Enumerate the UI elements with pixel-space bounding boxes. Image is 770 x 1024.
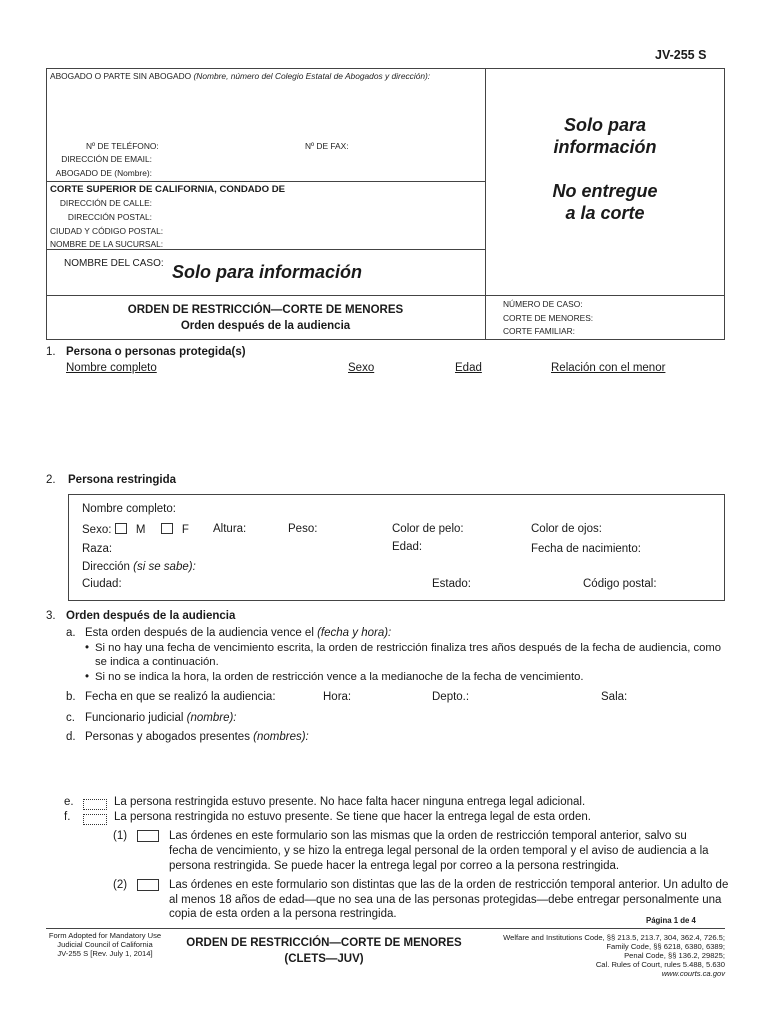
bullet-1-line1: Si no hay una fecha de vencimiento escrita, la orden de restricción finaliza tres años después de la fecha de audiencia, como	[95, 642, 722, 654]
sex-f-checkbox[interactable]	[161, 523, 173, 534]
page-number: Página 1 de 4	[646, 916, 696, 925]
col-relation: Relación con el menor	[551, 362, 666, 374]
rp-hair-label: Color de pelo:	[392, 523, 464, 535]
sex-f-label: F	[181, 524, 189, 536]
city-zip-label: CIUDAD Y CÓDIGO POSTAL:	[50, 226, 164, 236]
info-only-line1: Solo para	[563, 115, 647, 135]
item-f2-line3: copia de esta orden a la persona restringida.	[169, 908, 397, 920]
juvenile-case-label: CORTE DE MENORES:	[503, 313, 594, 323]
item-b-text: Fecha en que se realizó la audiencia:	[85, 691, 276, 703]
col-full-name: Nombre completo	[66, 362, 157, 374]
form-adoption	[46, 931, 164, 958]
item-f1-line2: fecha de vencimiento, y se hizo la entrega legal personal de la orden temporal y el aviso de audiencia a la	[169, 845, 709, 857]
do-not-file-notice	[485, 180, 725, 224]
item-d-text: Personas y abogados presentes (nombres):	[85, 731, 309, 743]
courts-website-link[interactable]: www.courts.ca.gov	[661, 969, 725, 978]
citation-line1: Welfare and Institutions Code, §§ 213.5, 213.7, 304, 362.4, 726.5;	[503, 933, 725, 942]
item-e-text: La persona restringida estuvo presente. No hace falta hacer ninguna entrega legal adicional.	[114, 796, 586, 808]
rp-full-name-label: Nombre completo:	[82, 503, 176, 515]
item-c-text: Funcionario judicial (nombre):	[85, 712, 237, 724]
item-b-label: b.	[66, 691, 76, 703]
rp-state-label: Estado:	[432, 578, 471, 590]
adopted-line3: JV-255 S [Rev. July 1, 2014]	[57, 949, 153, 958]
section3-number: 3.	[46, 610, 56, 622]
phone-label: Nº DE TELÉFONO:	[86, 141, 159, 151]
footer-title	[164, 935, 484, 967]
adopted-line2: Judicial Council of California	[57, 940, 153, 949]
bullet-2: •	[85, 671, 90, 683]
item-f1-label: (1)	[113, 830, 128, 842]
email-label: DIRECCIÓN DE EMAIL:	[61, 154, 152, 164]
rp-race-label: Raza:	[82, 543, 113, 555]
do-not-file-line2: a la corte	[565, 203, 645, 223]
citation-line4: Cal. Rules of Court, rules 5.488, 5.630	[595, 960, 725, 969]
sex-m-label: M	[135, 524, 146, 536]
rp-zip-label: Código postal:	[583, 578, 657, 590]
mailing-label: DIRECCIÓN POSTAL:	[67, 212, 152, 222]
rp-address-label: Dirección (si se sabe):	[82, 561, 196, 573]
hearing-dept-label: Depto.:	[432, 691, 470, 703]
item-f1-line1: Las órdenes en este formulario son las mismas que la orden de restricción temporal anterior, salvo su	[169, 830, 687, 842]
item-f2-line2: al menos 18 años de edad—que no sea una de las personas protegidas—debe entregar personalmente una	[169, 894, 722, 906]
hearing-time-label: Hora:	[323, 691, 352, 703]
item-f-label: f.	[64, 811, 71, 823]
footer-rule	[46, 928, 725, 929]
item-f-text: La persona restringida no estuvo presente. Se tiene que hacer la entrega legal de esta orden.	[114, 811, 591, 823]
rp-age-label: Edad:	[392, 541, 423, 553]
sex-m-checkbox[interactable]	[115, 523, 127, 534]
footer-title-line2: (CLETS—JUV)	[284, 953, 364, 965]
case-number-label: NÚMERO DE CASO:	[503, 299, 583, 309]
bullet-2-text: Si no se indica la hora, la orden de restricción vence a la medianoche de la fecha de vencimiento.	[95, 671, 584, 683]
item-f-checkbox[interactable]	[83, 812, 107, 830]
section2-number: 2.	[46, 474, 56, 486]
section3-title: Orden después de la audiencia	[66, 610, 236, 622]
item-f1-checkbox[interactable]	[137, 829, 159, 847]
citation-line3: Penal Code, §§ 136.2, 29825;	[624, 951, 725, 960]
attorney-label: ABOGADO O PARTE SIN ABOGADO (Nombre, número del Colegio Estatal de Abogados y dirección):	[50, 71, 431, 81]
section1-number: 1.	[46, 346, 56, 358]
section2-title: Persona restringida	[68, 474, 177, 486]
citation-line2: Family Code, §§ 6218, 6380, 6389;	[606, 942, 725, 951]
case-name-value: Solo para información	[172, 262, 363, 282]
street-label: DIRECCIÓN DE CALLE:	[59, 198, 152, 208]
adopted-line1: Form Adopted for Mandatory Use	[48, 931, 162, 940]
family-case-label: CORTE FAMILIAR:	[503, 326, 575, 336]
court-divider	[46, 181, 485, 182]
do-not-file-line1: No entregue	[552, 181, 658, 201]
section1-title: Persona o personas protegida(s)	[66, 346, 246, 358]
rp-weight-label: Peso:	[288, 523, 318, 535]
item-e-label: e.	[64, 796, 74, 808]
legal-citations	[484, 933, 725, 978]
court-label: CORTE SUPERIOR DE CALIFORNIA, CONDADO DE	[50, 184, 286, 195]
rp-sex-label: Sexo:	[82, 524, 112, 536]
case-name-label: NOMBRE DEL CASO:	[64, 258, 164, 269]
item-f2-line1: Las órdenes en este formulario son distintas que las de la orden de restricción temporal anterior. Un adulto de	[169, 879, 729, 891]
case-name-divider	[46, 249, 485, 250]
col-sex: Sexo	[348, 362, 375, 374]
item-a-text: Esta orden después de la audiencia vence el (fecha y hora):	[85, 627, 392, 639]
info-only-line2: información	[553, 137, 657, 157]
bullet-1-line2: se indica a continuación.	[95, 656, 219, 668]
hearing-room-label: Sala:	[601, 691, 628, 703]
footer-title-line1: ORDEN DE RESTRICCIÓN—CORTE DE MENORES	[186, 937, 462, 949]
rp-sex-row	[82, 523, 189, 536]
rp-city-label: Ciudad:	[82, 578, 122, 590]
info-only-notice	[485, 114, 725, 158]
attorney-for-label: ABOGADO DE (Nombre):	[55, 168, 152, 178]
branch-label: NOMBRE DE LA SUCURSAL:	[50, 239, 164, 249]
item-c-label: c.	[66, 712, 75, 724]
rp-height-label: Altura:	[213, 523, 247, 535]
col-age: Edad	[455, 362, 482, 374]
rp-eyes-label: Color de ojos:	[531, 523, 602, 535]
fax-label: Nº DE FAX:	[305, 141, 349, 151]
form-title: ORDEN DE RESTRICCIÓN—CORTE DE MENORES	[127, 304, 404, 316]
item-f2-label: (2)	[113, 879, 128, 891]
rp-dob-label: Fecha de nacimiento:	[531, 543, 641, 555]
item-a-label: a.	[66, 627, 76, 639]
item-f2-checkbox[interactable]	[137, 878, 159, 896]
form-id: JV-255 S	[655, 48, 707, 62]
item-f1-line3: persona restringida. Se puede hacer la entrega legal por correo a la persona restringida.	[169, 860, 620, 872]
title-divider	[46, 295, 725, 296]
form-subtitle: Orden después de la audiencia	[180, 320, 351, 332]
bullet-1: •	[85, 642, 90, 654]
item-d-label: d.	[66, 731, 76, 743]
